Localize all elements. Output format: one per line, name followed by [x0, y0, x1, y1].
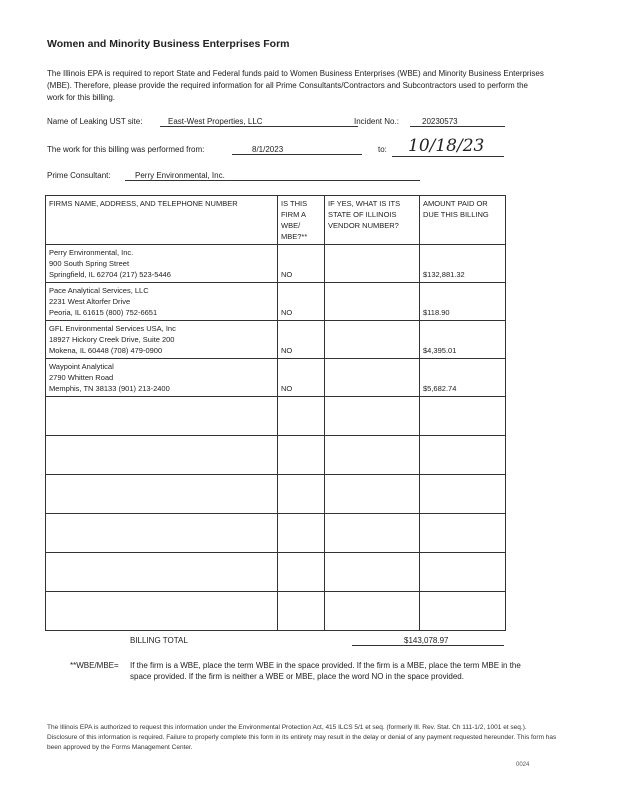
empty-cell — [325, 514, 420, 553]
amount-value: $5,682.74 — [423, 384, 457, 393]
empty-cell — [46, 475, 278, 514]
prime-consultant-label: Prime Consultant: — [47, 171, 111, 180]
empty-cell — [46, 397, 278, 436]
table-row — [46, 359, 506, 397]
firm-cell — [46, 245, 278, 283]
empty-cell — [46, 436, 278, 475]
empty-cell — [278, 514, 325, 553]
empty-cell — [46, 514, 278, 553]
empty-cell — [325, 475, 420, 514]
empty-cell — [325, 553, 420, 592]
firm-address: 2231 West Altorfer Drive — [49, 297, 131, 306]
intro-text: The Illinois EPA is required to report State and Federal funds paid to Women Business Enterprises (WBE) and Minority Business Enterprises (MBE). Therefore, please provide the required information for all Prime Consultants/Contractors and Subcontractors used to perform the work for this billing. — [47, 69, 544, 102]
firm-address: 2790 Whitten Road — [49, 373, 114, 382]
wbe-value: NO — [281, 270, 293, 279]
firm-address: 900 South Spring Street — [49, 259, 130, 268]
table-row — [46, 245, 506, 283]
firm-cell — [46, 359, 278, 397]
firm-cell — [46, 283, 278, 321]
empty-cell — [278, 553, 325, 592]
work-to-field: 10/18/23 — [392, 136, 504, 157]
table-row-empty — [46, 397, 506, 436]
firm-city-phone: Springfield, IL 62704 (217) 523-5446 — [49, 270, 171, 279]
incident-label: Incident No.: — [354, 117, 399, 126]
site-field: East-West Properties, LLC — [160, 117, 358, 127]
empty-cell — [46, 553, 278, 592]
table-row — [46, 321, 506, 359]
firms-table — [45, 195, 506, 631]
prime-consultant-field: Perry Environmental, Inc. — [125, 171, 420, 181]
firm-city-phone: Mokena, IL 60448 (708) 479-0900 — [49, 346, 163, 355]
incident-field: 20230573 — [410, 117, 505, 127]
vendor-cell — [325, 283, 420, 321]
empty-cell — [325, 436, 420, 475]
empty-cell — [420, 475, 506, 514]
empty-cell — [278, 397, 325, 436]
table-row-empty — [46, 553, 506, 592]
amount-cell — [420, 245, 506, 283]
wbe-value: NO — [281, 346, 293, 355]
header-amount: AMOUNT PAID OR DUE THIS BILLING — [420, 196, 506, 245]
form-title: Women and Minority Business Enterprises Form — [47, 38, 290, 50]
vendor-cell — [325, 321, 420, 359]
firm-name: Pace Analytical Services, LLC — [49, 286, 149, 295]
empty-cell — [278, 475, 325, 514]
billing-total-value: $143,078.97 — [352, 636, 504, 646]
table-row-empty — [46, 514, 506, 553]
table-row-empty — [46, 436, 506, 475]
empty-cell — [278, 592, 325, 631]
empty-cell — [420, 553, 506, 592]
header-wbe-mbe: IS THIS FIRM A WBE/ MBE?** — [278, 196, 325, 245]
table-header-row — [46, 196, 506, 245]
empty-cell — [278, 436, 325, 475]
empty-cell — [420, 592, 506, 631]
wbe-cell — [278, 283, 325, 321]
table-row-empty — [46, 475, 506, 514]
wbe-cell — [278, 245, 325, 283]
legal-footer: The Illinois EPA is authorized to request this information under the Environmental Protection Act, 415 ILCS 5/1 et seq. (formerly Ill. Rev. Stat. Ch 111-1/2, 1001 et seq.). Disclosure of this information is required. Failure to properly complete this form in its entirety may result in the delay or denial of any payment requested hereunder. This form has been approved by the Forms Management Center. — [47, 724, 557, 751]
empty-cell — [420, 397, 506, 436]
amount-cell — [420, 359, 506, 397]
amount-value: $4,395.01 — [423, 346, 457, 355]
firm-name: Perry Environmental, Inc. — [49, 248, 134, 257]
wbe-cell — [278, 321, 325, 359]
amount-cell — [420, 321, 506, 359]
amount-cell — [420, 283, 506, 321]
site-label: Name of Leaking UST site: — [47, 117, 143, 126]
form-code: 0024 — [516, 762, 530, 768]
table-row — [46, 283, 506, 321]
header-firm: FIRMS NAME, ADDRESS, AND TELEPHONE NUMBER — [46, 196, 278, 245]
firm-city-phone: Peoria, IL 61615 (800) 752-6651 — [49, 308, 158, 317]
work-to-label: to: — [378, 145, 387, 154]
note-text: If the firm is a WBE, place the term WBE in the space provided. If the firm is a MBE, place the term MBE in the space provided. If the firm is neither a WBE or MBE, place the word NO in the space provided. — [130, 661, 521, 681]
vendor-cell — [325, 245, 420, 283]
firm-cell — [46, 321, 278, 359]
empty-cell — [420, 436, 506, 475]
wbe-value: NO — [281, 384, 293, 393]
work-period-label: The work for this billing was performed from: — [47, 145, 205, 154]
wbe-mbe-note — [70, 660, 540, 682]
empty-cell — [420, 514, 506, 553]
table-row-empty — [46, 592, 506, 631]
firm-address: 18927 Hickory Creek Drive, Suite 200 — [49, 335, 175, 344]
firm-city-phone: Memphis, TN 38133 (901) 213-2400 — [49, 384, 170, 393]
empty-cell — [46, 592, 278, 631]
empty-cell — [325, 397, 420, 436]
work-from-field: 8/1/2023 — [232, 145, 362, 155]
header-vendor-number: IF YES, WHAT IS ITS STATE OF ILLINOIS VENDOR NUMBER? — [325, 196, 420, 245]
billing-total-label: BILLING TOTAL — [130, 636, 188, 645]
firm-name: GFL Environmental Services USA, Inc — [49, 324, 176, 333]
wbe-cell — [278, 359, 325, 397]
amount-value: $118.90 — [423, 308, 450, 317]
empty-cell — [325, 592, 420, 631]
wbe-value: NO — [281, 308, 293, 317]
note-marker: **WBE/MBE= — [70, 661, 119, 670]
vendor-cell — [325, 359, 420, 397]
firm-name: Waypoint Analytical — [49, 362, 114, 371]
amount-value: $132,881.32 — [423, 270, 465, 279]
